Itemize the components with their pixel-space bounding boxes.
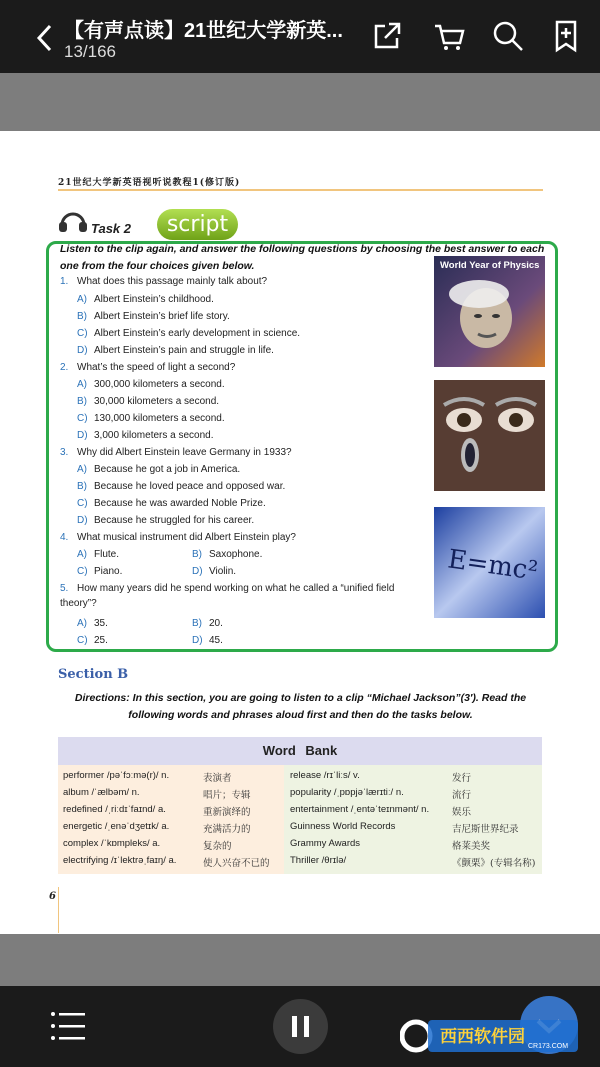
option-2c[interactable]: C) 130,000 kilometers a second. [77, 413, 225, 424]
bookmark-add-icon[interactable] [548, 18, 584, 54]
option-1a[interactable]: A) Albert Einstein’s childhood. [77, 294, 214, 305]
word-entry[interactable]: album /ˈælbəm/ n. [63, 787, 140, 798]
option-5c[interactable]: C) 25. [77, 635, 108, 646]
question-3[interactable]: 3. Why did Albert Einstein leave Germany in 1933? [60, 447, 292, 458]
directions-text: Directions: In this section, you are going to listen to a clip “Michael Jackson”(3′). Read the following words and phrases aloud first and then do the tasks below. [74, 692, 527, 721]
word-translation: 格莱美奖 [452, 841, 491, 852]
share-icon[interactable] [369, 18, 405, 54]
back-arrow-icon[interactable] [30, 18, 60, 58]
word-entry[interactable]: Grammy Awards [290, 838, 361, 849]
equation-text: E=mc² [445, 544, 540, 587]
option-1c[interactable]: C) Albert Einstein’s early development in science. [77, 328, 301, 339]
instructions: Listen to the clip again, and answer the following questions by choosing the best answer to each one from the four choices given below. [60, 243, 545, 272]
search-icon[interactable] [490, 18, 526, 54]
bottom-bar [0, 986, 600, 1067]
word-entry[interactable]: redefined /ˌriːdɪˈfaɪnd/ a. [63, 804, 166, 815]
word-entry[interactable]: energetic /ˌenəˈdʒetɪk/ a. [63, 821, 170, 832]
book-page[interactable] [0, 131, 600, 934]
option-2d[interactable]: D) 3,000 kilometers a second. [77, 430, 214, 441]
word-entry[interactable]: complex /ˈkɒmpleks/ a. [63, 838, 161, 849]
page-number: 6 [49, 891, 56, 902]
word-entry[interactable]: release /rɪˈliːs/ v. [290, 770, 360, 781]
option-4c[interactable]: C) Piano. [77, 566, 123, 577]
option-4d[interactable]: D) Violin. [192, 566, 237, 577]
word-translation: 复杂的 [203, 841, 232, 852]
script-button[interactable]: script [157, 209, 238, 240]
word-translation: 《颤栗》(专辑名称) [452, 858, 536, 869]
word-bank-title: Word Bank [58, 737, 542, 765]
option-2a[interactable]: A) 300,000 kilometers a second. [77, 379, 225, 390]
word-translation: 重新演绎的 [203, 807, 251, 818]
option-4a[interactable]: A) Flute. [77, 549, 120, 560]
word-translation: 吉尼斯世界纪录 [452, 824, 519, 835]
page-margin-rule [58, 887, 59, 933]
word-entry[interactable]: Thriller /θrɪlə/ [290, 855, 347, 866]
option-3d[interactable]: D) Because he struggled for his career. [77, 515, 255, 526]
word-translation: 流行 [452, 790, 472, 801]
option-1b[interactable]: B) Albert Einstein’s brief life story. [77, 311, 230, 322]
word-translation: 表演者 [203, 773, 232, 784]
task-label: Task 2 [91, 221, 131, 236]
option-2b[interactable]: B) 30,000 kilometers a second. [77, 396, 220, 407]
question-1[interactable]: 1. What does this passage mainly talk about? [60, 276, 268, 287]
page-counter: 13/166 [64, 42, 116, 61]
word-entry[interactable]: performer /pəˈfɔːmə(r)/ n. [63, 770, 170, 781]
cart-icon[interactable] [432, 18, 468, 54]
word-entry[interactable]: entertainment /ˌentəˈteɪnmənt/ n. [290, 804, 430, 815]
option-5b[interactable]: B) 20. [192, 618, 223, 629]
question-5[interactable]: 5. How many years did he spend working on what he called a “unified field theory”? [60, 583, 395, 609]
option-5d[interactable]: D) 45. [192, 635, 223, 646]
option-5a[interactable]: A) 35. [77, 618, 108, 629]
option-3c[interactable]: C) Because he was awarded Noble Prize. [77, 498, 266, 509]
watermark-logo [400, 1014, 580, 1058]
option-1d[interactable]: D) Albert Einstein’s pain and struggle in life. [77, 345, 274, 356]
word-bank-right [284, 765, 542, 874]
poster-caption: World Year of Physics [440, 260, 540, 271]
word-translation: 唱片；专辑 [203, 790, 251, 801]
question-4[interactable]: 4. What musical instrument did Albert Einstein play? [60, 532, 296, 543]
option-3a[interactable]: A) Because he got a job in America. [77, 464, 241, 475]
option-3b[interactable]: B) Because he loved peace and opposed war. [77, 481, 286, 492]
question-2[interactable]: 2. What’s the speed of light a second? [60, 362, 236, 373]
headphones-icon [58, 209, 88, 233]
pause-icon [273, 999, 328, 1054]
book-title: 【有声点读】21世纪大学新英... [64, 20, 343, 42]
page-gap-bottom [0, 934, 600, 986]
list-icon[interactable] [50, 1008, 86, 1044]
section-b-heading: Section B [58, 667, 129, 682]
word-translation: 发行 [452, 773, 472, 784]
einstein-eyes-image [434, 380, 545, 491]
running-head: 21世纪大学新英语视听说教程1(修订版) [58, 178, 241, 188]
einstein-poster-image [434, 256, 545, 367]
word-translation: 使人兴奋不已的 [203, 858, 270, 869]
word-translation: 充满活力的 [203, 824, 251, 835]
watermark-sub: CR173.COM [528, 1043, 569, 1050]
word-entry[interactable]: popularity /ˌpɒpjəˈlærɪtiː/ n. [290, 787, 404, 798]
watermark-text: 西西软件园 [440, 1027, 525, 1047]
word-entry[interactable]: Guinness World Records [290, 821, 396, 832]
pause-button[interactable] [273, 999, 328, 1054]
top-bar [0, 0, 600, 73]
question-box [46, 241, 558, 652]
equation-image [434, 507, 545, 618]
word-entry[interactable]: electrifying /ɪˈlektrəˌfaɪŋ/ a. [63, 855, 177, 866]
option-4b[interactable]: B) Saxophone. [192, 549, 263, 560]
page-gap-top [0, 73, 600, 131]
word-bank-left [58, 765, 284, 874]
header-rule [58, 189, 543, 191]
word-translation: 娱乐 [452, 807, 472, 818]
